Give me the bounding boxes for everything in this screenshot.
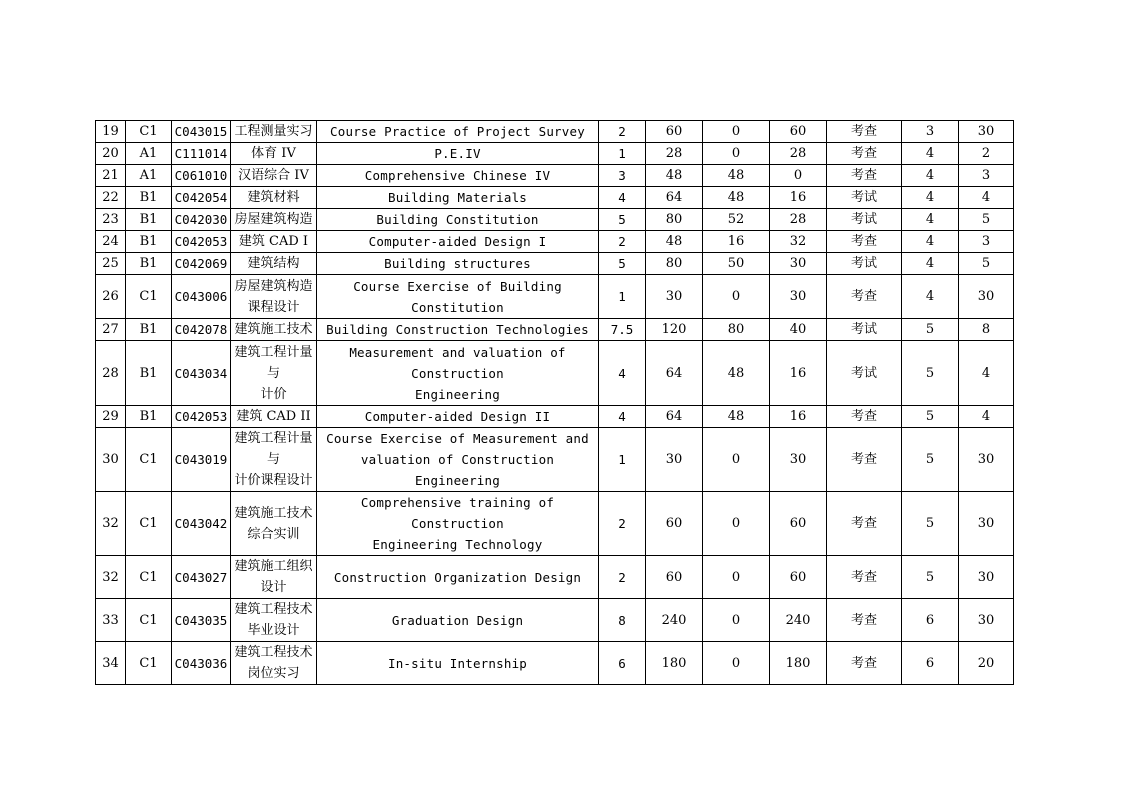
assessment-cell: 考查 [827, 406, 902, 428]
weekly-hours-cell: 3 [959, 165, 1014, 187]
total-hours-cell: 64 [646, 341, 703, 406]
english-name-cell: Comprehensive Chinese IV [317, 165, 599, 187]
theory-hours-cell: 0 [703, 143, 770, 165]
theory-hours-cell: 52 [703, 209, 770, 231]
table-row [96, 187, 1014, 209]
course-type-cell: B1 [126, 253, 172, 275]
chinese-name-cell: 房屋建筑构造 [231, 209, 317, 231]
total-hours-cell: 30 [646, 275, 703, 319]
weekly-hours-cell: 4 [959, 341, 1014, 406]
course-code-cell: C043036 [172, 642, 231, 685]
assessment-cell: 考查 [827, 492, 902, 556]
weekly-hours-cell: 8 [959, 319, 1014, 341]
chinese-name-cell: 建筑结构 [231, 253, 317, 275]
table-row [96, 492, 1014, 556]
weekly-hours-cell: 5 [959, 209, 1014, 231]
theory-hours-cell: 0 [703, 428, 770, 492]
english-name-cell: Construction Organization Design [317, 556, 599, 599]
total-hours-cell: 60 [646, 121, 703, 143]
weekly-hours-cell: 5 [959, 253, 1014, 275]
credit-cell: 1 [599, 428, 646, 492]
theory-hours-cell: 48 [703, 165, 770, 187]
table-row [96, 341, 1014, 406]
practice-hours-cell: 32 [770, 231, 827, 253]
assessment-cell: 考查 [827, 231, 902, 253]
table-row [96, 121, 1014, 143]
credit-cell: 4 [599, 406, 646, 428]
assessment-cell: 考查 [827, 165, 902, 187]
practice-hours-cell: 30 [770, 253, 827, 275]
assessment-cell: 考查 [827, 642, 902, 685]
assessment-cell: 考查 [827, 599, 902, 642]
practice-hours-cell: 40 [770, 319, 827, 341]
term-cell: 4 [902, 231, 959, 253]
weekly-hours-cell: 2 [959, 143, 1014, 165]
term-cell: 6 [902, 599, 959, 642]
course-code-cell: C042054 [172, 187, 231, 209]
chinese-name-cell: 建筑材料 [231, 187, 317, 209]
total-hours-cell: 60 [646, 492, 703, 556]
total-hours-cell: 180 [646, 642, 703, 685]
chinese-name-cell: 建筑施工组织 设计 [231, 556, 317, 599]
table-row [96, 428, 1014, 492]
assessment-cell: 考查 [827, 428, 902, 492]
weekly-hours-cell: 3 [959, 231, 1014, 253]
row-number-cell: 32 [96, 492, 126, 556]
assessment-cell: 考试 [827, 253, 902, 275]
chinese-name-cell: 建筑施工技术 综合实训 [231, 492, 317, 556]
assessment-cell: 考查 [827, 556, 902, 599]
theory-hours-cell: 80 [703, 319, 770, 341]
practice-hours-cell: 180 [770, 642, 827, 685]
course-code-cell: C043034 [172, 341, 231, 406]
total-hours-cell: 28 [646, 143, 703, 165]
weekly-hours-cell: 30 [959, 556, 1014, 599]
weekly-hours-cell: 30 [959, 275, 1014, 319]
credit-cell: 5 [599, 253, 646, 275]
course-code-cell: C043035 [172, 599, 231, 642]
theory-hours-cell: 0 [703, 492, 770, 556]
theory-hours-cell: 0 [703, 275, 770, 319]
credit-cell: 1 [599, 143, 646, 165]
credit-cell: 2 [599, 231, 646, 253]
course-code-cell: C042078 [172, 319, 231, 341]
term-cell: 5 [902, 556, 959, 599]
course-code-cell: C061010 [172, 165, 231, 187]
table-row [96, 319, 1014, 341]
total-hours-cell: 240 [646, 599, 703, 642]
english-name-cell: Building Materials [317, 187, 599, 209]
total-hours-cell: 120 [646, 319, 703, 341]
row-number-cell: 21 [96, 165, 126, 187]
credit-cell: 4 [599, 187, 646, 209]
course-table [95, 120, 1014, 685]
theory-hours-cell: 0 [703, 599, 770, 642]
practice-hours-cell: 60 [770, 492, 827, 556]
english-name-cell: Building Construction Technologies [317, 319, 599, 341]
theory-hours-cell: 48 [703, 406, 770, 428]
weekly-hours-cell: 4 [959, 406, 1014, 428]
credit-cell: 4 [599, 341, 646, 406]
english-name-cell: Course Practice of Project Survey [317, 121, 599, 143]
chinese-name-cell: 建筑 CAD I [231, 231, 317, 253]
term-cell: 4 [902, 253, 959, 275]
course-type-cell: B1 [126, 341, 172, 406]
theory-hours-cell: 0 [703, 556, 770, 599]
course-type-cell: C1 [126, 275, 172, 319]
table-row [96, 253, 1014, 275]
english-name-cell: Course Exercise of Building Constitution [317, 275, 599, 319]
chinese-name-cell: 建筑工程技术 岗位实习 [231, 642, 317, 685]
english-name-cell: Graduation Design [317, 599, 599, 642]
assessment-cell: 考查 [827, 275, 902, 319]
english-name-cell: Computer-aided Design II [317, 406, 599, 428]
course-code-cell: C042030 [172, 209, 231, 231]
practice-hours-cell: 28 [770, 143, 827, 165]
credit-cell: 6 [599, 642, 646, 685]
credit-cell: 5 [599, 209, 646, 231]
practice-hours-cell: 60 [770, 121, 827, 143]
weekly-hours-cell: 30 [959, 492, 1014, 556]
table-row [96, 231, 1014, 253]
total-hours-cell: 80 [646, 209, 703, 231]
english-name-cell: Course Exercise of Measurement and valuation of Construction Engineering [317, 428, 599, 492]
chinese-name-cell: 建筑 CAD II [231, 406, 317, 428]
table-row [96, 275, 1014, 319]
theory-hours-cell: 0 [703, 642, 770, 685]
chinese-name-cell: 建筑工程计量 与 计价 [231, 341, 317, 406]
weekly-hours-cell: 20 [959, 642, 1014, 685]
course-code-cell: C043015 [172, 121, 231, 143]
course-code-cell: C043042 [172, 492, 231, 556]
practice-hours-cell: 0 [770, 165, 827, 187]
english-name-cell: P.E.IV [317, 143, 599, 165]
term-cell: 5 [902, 428, 959, 492]
course-type-cell: A1 [126, 143, 172, 165]
course-type-cell: C1 [126, 492, 172, 556]
table-row [96, 143, 1014, 165]
course-code-cell: C043019 [172, 428, 231, 492]
credit-cell: 2 [599, 121, 646, 143]
row-number-cell: 33 [96, 599, 126, 642]
assessment-cell: 考试 [827, 209, 902, 231]
credit-cell: 3 [599, 165, 646, 187]
theory-hours-cell: 50 [703, 253, 770, 275]
assessment-cell: 考试 [827, 187, 902, 209]
practice-hours-cell: 60 [770, 556, 827, 599]
term-cell: 4 [902, 165, 959, 187]
table-row [96, 599, 1014, 642]
theory-hours-cell: 16 [703, 231, 770, 253]
english-name-cell: Comprehensive training of Construction Engineering Technology [317, 492, 599, 556]
total-hours-cell: 48 [646, 231, 703, 253]
course-type-cell: A1 [126, 165, 172, 187]
total-hours-cell: 48 [646, 165, 703, 187]
practice-hours-cell: 28 [770, 209, 827, 231]
chinese-name-cell: 工程测量实习 [231, 121, 317, 143]
row-number-cell: 34 [96, 642, 126, 685]
total-hours-cell: 80 [646, 253, 703, 275]
practice-hours-cell: 16 [770, 406, 827, 428]
credit-cell: 1 [599, 275, 646, 319]
practice-hours-cell: 30 [770, 275, 827, 319]
assessment-cell: 考试 [827, 341, 902, 406]
table-row [96, 556, 1014, 599]
course-type-cell: C1 [126, 599, 172, 642]
english-name-cell: Computer-aided Design I [317, 231, 599, 253]
chinese-name-cell: 建筑施工技术 [231, 319, 317, 341]
row-number-cell: 28 [96, 341, 126, 406]
row-number-cell: 19 [96, 121, 126, 143]
table-row [96, 406, 1014, 428]
english-name-cell: In-situ Internship [317, 642, 599, 685]
total-hours-cell: 30 [646, 428, 703, 492]
course-code-cell: C042069 [172, 253, 231, 275]
course-code-cell: C042053 [172, 231, 231, 253]
course-code-cell: C043027 [172, 556, 231, 599]
term-cell: 4 [902, 143, 959, 165]
total-hours-cell: 60 [646, 556, 703, 599]
practice-hours-cell: 240 [770, 599, 827, 642]
english-name-cell: Building Constitution [317, 209, 599, 231]
weekly-hours-cell: 4 [959, 187, 1014, 209]
term-cell: 4 [902, 209, 959, 231]
chinese-name-cell: 建筑工程计量 与 计价课程设计 [231, 428, 317, 492]
term-cell: 5 [902, 341, 959, 406]
theory-hours-cell: 0 [703, 121, 770, 143]
practice-hours-cell: 16 [770, 187, 827, 209]
weekly-hours-cell: 30 [959, 599, 1014, 642]
theory-hours-cell: 48 [703, 187, 770, 209]
course-code-cell: C042053 [172, 406, 231, 428]
table-row [96, 165, 1014, 187]
credit-cell: 8 [599, 599, 646, 642]
english-name-cell: Measurement and valuation of Construction Engineering [317, 341, 599, 406]
chinese-name-cell: 房屋建筑构造 课程设计 [231, 275, 317, 319]
total-hours-cell: 64 [646, 187, 703, 209]
term-cell: 5 [902, 406, 959, 428]
assessment-cell: 考查 [827, 121, 902, 143]
row-number-cell: 22 [96, 187, 126, 209]
row-number-cell: 29 [96, 406, 126, 428]
assessment-cell: 考试 [827, 319, 902, 341]
practice-hours-cell: 16 [770, 341, 827, 406]
term-cell: 4 [902, 187, 959, 209]
course-type-cell: C1 [126, 121, 172, 143]
course-type-cell: B1 [126, 406, 172, 428]
credit-cell: 7.5 [599, 319, 646, 341]
row-number-cell: 26 [96, 275, 126, 319]
weekly-hours-cell: 30 [959, 121, 1014, 143]
row-number-cell: 23 [96, 209, 126, 231]
theory-hours-cell: 48 [703, 341, 770, 406]
course-type-cell: B1 [126, 187, 172, 209]
table-row [96, 642, 1014, 685]
term-cell: 4 [902, 275, 959, 319]
chinese-name-cell: 建筑工程技术 毕业设计 [231, 599, 317, 642]
row-number-cell: 25 [96, 253, 126, 275]
chinese-name-cell: 体育 IV [231, 143, 317, 165]
term-cell: 6 [902, 642, 959, 685]
course-code-cell: C111014 [172, 143, 231, 165]
course-type-cell: C1 [126, 428, 172, 492]
course-type-cell: C1 [126, 642, 172, 685]
course-code-cell: C043006 [172, 275, 231, 319]
course-type-cell: C1 [126, 556, 172, 599]
term-cell: 5 [902, 319, 959, 341]
table-body [96, 121, 1014, 685]
row-number-cell: 24 [96, 231, 126, 253]
assessment-cell: 考查 [827, 143, 902, 165]
row-number-cell: 20 [96, 143, 126, 165]
credit-cell: 2 [599, 556, 646, 599]
credit-cell: 2 [599, 492, 646, 556]
term-cell: 3 [902, 121, 959, 143]
course-type-cell: B1 [126, 209, 172, 231]
term-cell: 5 [902, 492, 959, 556]
weekly-hours-cell: 30 [959, 428, 1014, 492]
practice-hours-cell: 30 [770, 428, 827, 492]
chinese-name-cell: 汉语综合 IV [231, 165, 317, 187]
row-number-cell: 32 [96, 556, 126, 599]
row-number-cell: 30 [96, 428, 126, 492]
total-hours-cell: 64 [646, 406, 703, 428]
row-number-cell: 27 [96, 319, 126, 341]
course-type-cell: B1 [126, 231, 172, 253]
table-row [96, 209, 1014, 231]
course-type-cell: B1 [126, 319, 172, 341]
english-name-cell: Building structures [317, 253, 599, 275]
